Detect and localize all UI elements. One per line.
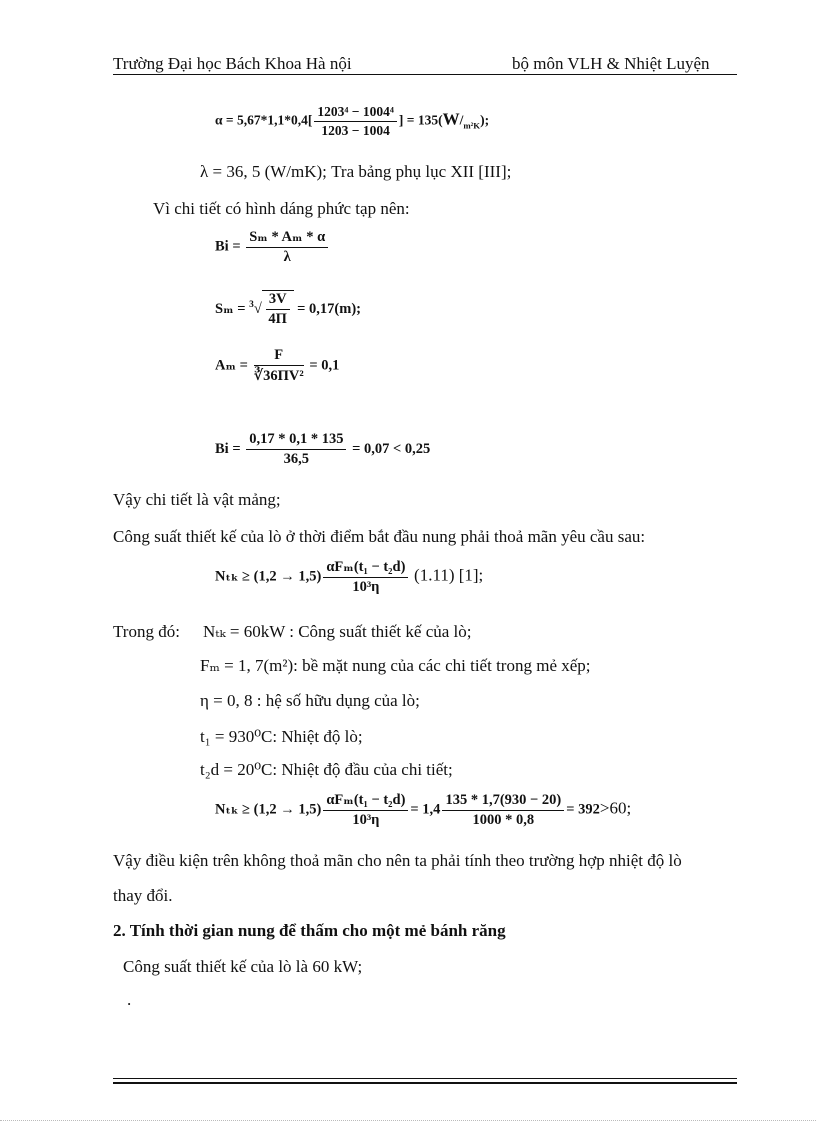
where-eta: η = 0, 8 : hệ số hữu dụng của lò; <box>200 691 420 710</box>
complex-shape-line: Vì chi tiết có hình dáng phức tạp nên: <box>153 199 410 218</box>
where-t2d: t₂d = 20⁰C: Nhiệt độ đầu của chi tiết; <box>200 760 453 779</box>
footer-rule-thin <box>113 1078 737 1079</box>
where-fm: Fₘ = 1, 7(m²): bề mặt nung của các chi tiết trong mẻ xếp; <box>200 656 591 675</box>
header-school: Trường Đại học Bách Khoa Hà nội <box>113 54 352 73</box>
equation-am: Aₘ = $\frac{F}{\text{∛36ΠV²}}$ = 0,1 <box>215 347 340 384</box>
header-department: bộ môn VLH & Nhiệt Luyện <box>512 54 710 73</box>
where-t1: t₁ = 930⁰C: Nhiệt độ lò; <box>200 727 363 746</box>
stray-dot: . <box>127 990 132 1009</box>
equation-bi-numeric: Bi = $\frac{0,17 * 0,1 * 135}{36,5}$ = 0,07 < 0,25 <box>215 431 431 467</box>
equation-ntk-numeric: Nₜₖ ≥ (1,2 → 1,5) $\frac{\text{αFₘ(t₁ − t₂d)}}{\text{10³η}}$ = 1,4 $\frac{135 * 1,7(930 - 20)}{1000 * 0,8}$ = 392>60; <box>215 791 632 828</box>
header-rule <box>113 74 737 75</box>
power-line: Công suất thiết kế của lò là 60 kW; <box>123 957 363 976</box>
power-requirement-line: Công suất thiết kế của lò ở thời điểm bắt đầu nung phải thoả mãn yêu cầu sau: <box>113 527 646 546</box>
conclusion-line-2: thay đổi. <box>113 886 173 905</box>
where-label: Trong đó: <box>113 622 180 641</box>
equation-ntk: Nₜₖ ≥ (1,2 → 1,5) $\frac{\text{αFₘ(t₁ − t₂d)}}{\text{10³η}}$ (1.11) [1]; <box>215 559 484 595</box>
equation-sm: Sₘ = $^3$√ $\frac{3V}{4\Pi}$ = 0,17(m); <box>215 291 361 327</box>
section-heading: 2. Tính thời gian nung để thấm cho một mẻ bánh răng <box>113 921 506 940</box>
where-ntk: Nₜₖ = 60kW : Công suất thiết kế của lò; <box>203 622 472 641</box>
thin-object-line: Vậy chi tiết là vật mảng; <box>113 490 281 509</box>
equation-alpha: α = 5,67*1,1*0,4[ $\frac{\text{1203⁴ − 1004⁴}}{1203 - 1004}$ ] = $135(W/_{m^2K})$; <box>215 104 490 138</box>
conclusion-line-1: Vậy điều kiện trên không thoả mãn cho nên ta phải tính theo trường hợp nhiệt độ lò <box>113 851 682 870</box>
equation-bi-definition: Bi = $\frac{\text{Sₘ * Aₘ * α}}{\lambda}$ <box>215 228 330 266</box>
lambda-line: λ = 36, 5 (W/mK); Tra bảng phụ lục XII [III]; <box>200 162 512 181</box>
footer-rule-thick <box>113 1082 737 1084</box>
page-edge-dotted-line <box>0 1120 816 1121</box>
